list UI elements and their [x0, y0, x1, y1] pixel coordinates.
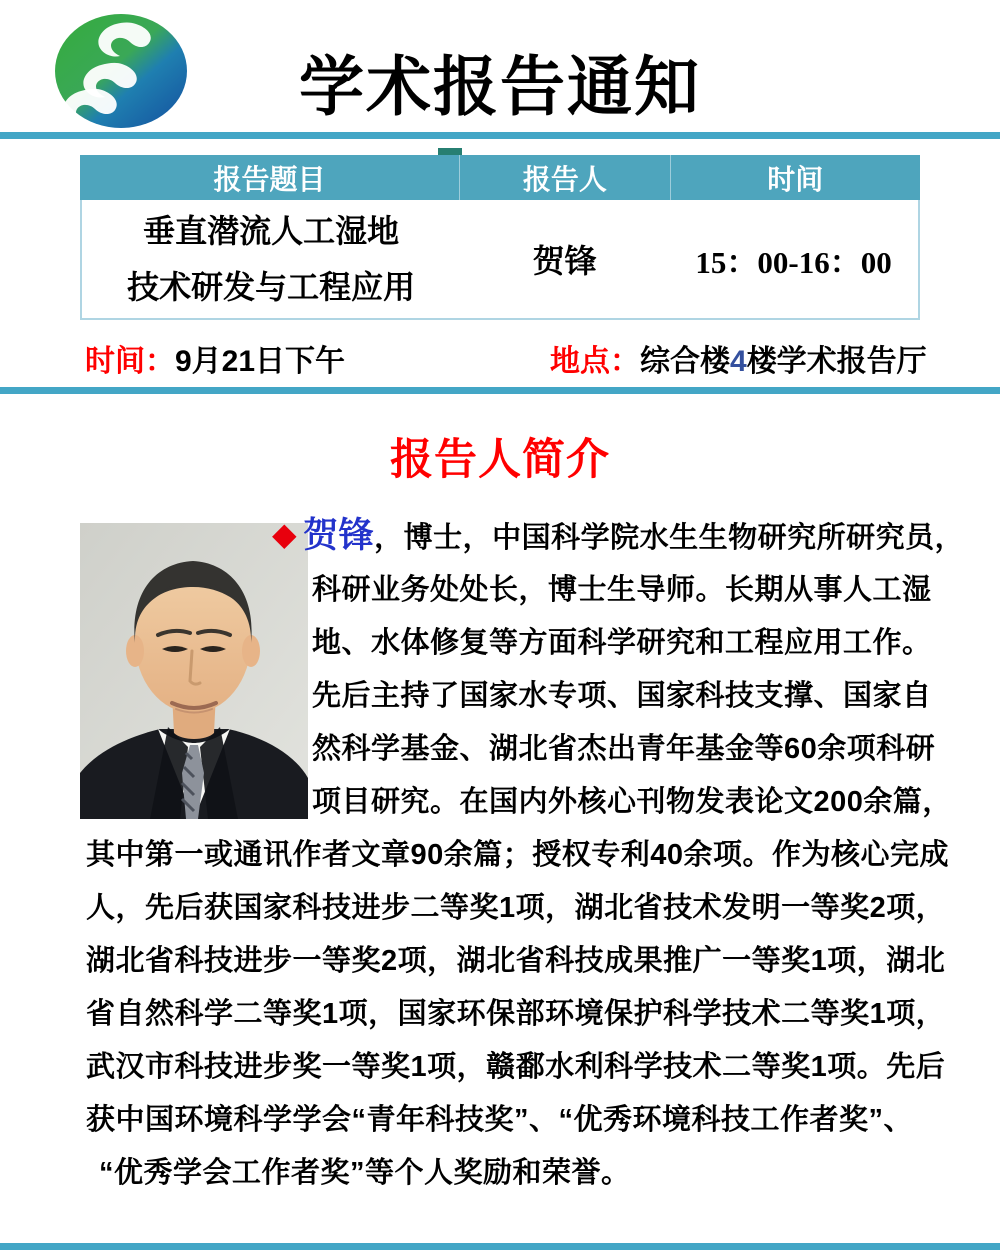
- schedule-row: [0, 336, 1000, 378]
- report-topic-cell: [82, 200, 460, 318]
- table-header-speaker: 报告人: [460, 155, 671, 200]
- place-floor-number: 4: [730, 345, 747, 378]
- bio-line: 武汉市科技进步奖一等奖1项，赣鄱水利科学技术二等奖1项。先后: [86, 1051, 946, 1083]
- schedule-place: [550, 336, 927, 380]
- bio-line: 科研业务处处长，博士生导师。长期从事人工湿: [312, 574, 932, 606]
- table-header-topic: 报告题目: [80, 155, 460, 200]
- table-header-row: [80, 155, 920, 200]
- date-label: 时间：: [85, 345, 175, 378]
- bio-line-first: [272, 508, 964, 558]
- report-speaker-cell: 贺锋: [532, 243, 597, 279]
- bottom-divider: [0, 1243, 1000, 1250]
- schedule-table: [80, 155, 920, 320]
- bio-line: 项目研究。在国内外核心刊物发表论文200余篇，: [312, 786, 952, 818]
- diamond-bullet-icon: ◆: [272, 516, 298, 552]
- report-topic-line1: 垂直潜流人工湿地: [143, 213, 400, 249]
- bio-line: 其中第一或通讯作者文章90余篇；授权专利40余项。作为核心完成: [86, 839, 950, 871]
- table-header-time: 时间: [767, 163, 824, 195]
- speaker-photo: [80, 523, 308, 819]
- report-topic-line2: 技术研发与工程应用: [127, 269, 416, 305]
- bio-line-first-text: ，博士，中国科学院水生生物研究所研究员，: [374, 522, 965, 554]
- bio-line: 湖北省科技进步一等奖2项，湖北省科技成果推广一等奖1项，湖北: [86, 945, 946, 977]
- schedule-date: [85, 336, 345, 380]
- place-suffix: 楼学术报告厅: [746, 345, 927, 378]
- bio-line: “优秀学会工作者奖”等个人奖励和荣誉。: [99, 1157, 631, 1189]
- middle-divider: [0, 387, 1000, 394]
- date-value: 9月21日下午: [175, 345, 346, 378]
- speaker-name: 贺锋: [303, 516, 375, 555]
- top-divider: [0, 132, 1000, 139]
- bio-heading: 报告人简介: [390, 436, 610, 484]
- place-prefix: 综合楼: [640, 345, 730, 378]
- table-body-row: [80, 200, 920, 320]
- place-label: 地点：: [550, 345, 640, 378]
- page-title: 学术报告通知: [298, 50, 701, 123]
- bio-line: 人，先后获国家科技进步二等奖1项，湖北省技术发明一等奖2项，: [86, 892, 946, 924]
- bio-line: 地、水体修复等方面科学研究和工程应用工作。: [312, 627, 932, 659]
- bio-line: 获中国环境科学学会“青年科技奖”、“优秀环境科技工作者奖”、: [86, 1104, 914, 1136]
- bio-line: 然科学基金、湖北省杰出青年基金等60余项科研: [312, 733, 936, 765]
- report-time-cell: 15：00-16：00: [695, 244, 892, 280]
- bio-line: 省自然科学二等奖1项，国家环保部环境保护科学技术二等奖1项，: [86, 998, 946, 1030]
- bio-line: 先后主持了国家水专项、国家科技支撑、国家自: [312, 680, 932, 712]
